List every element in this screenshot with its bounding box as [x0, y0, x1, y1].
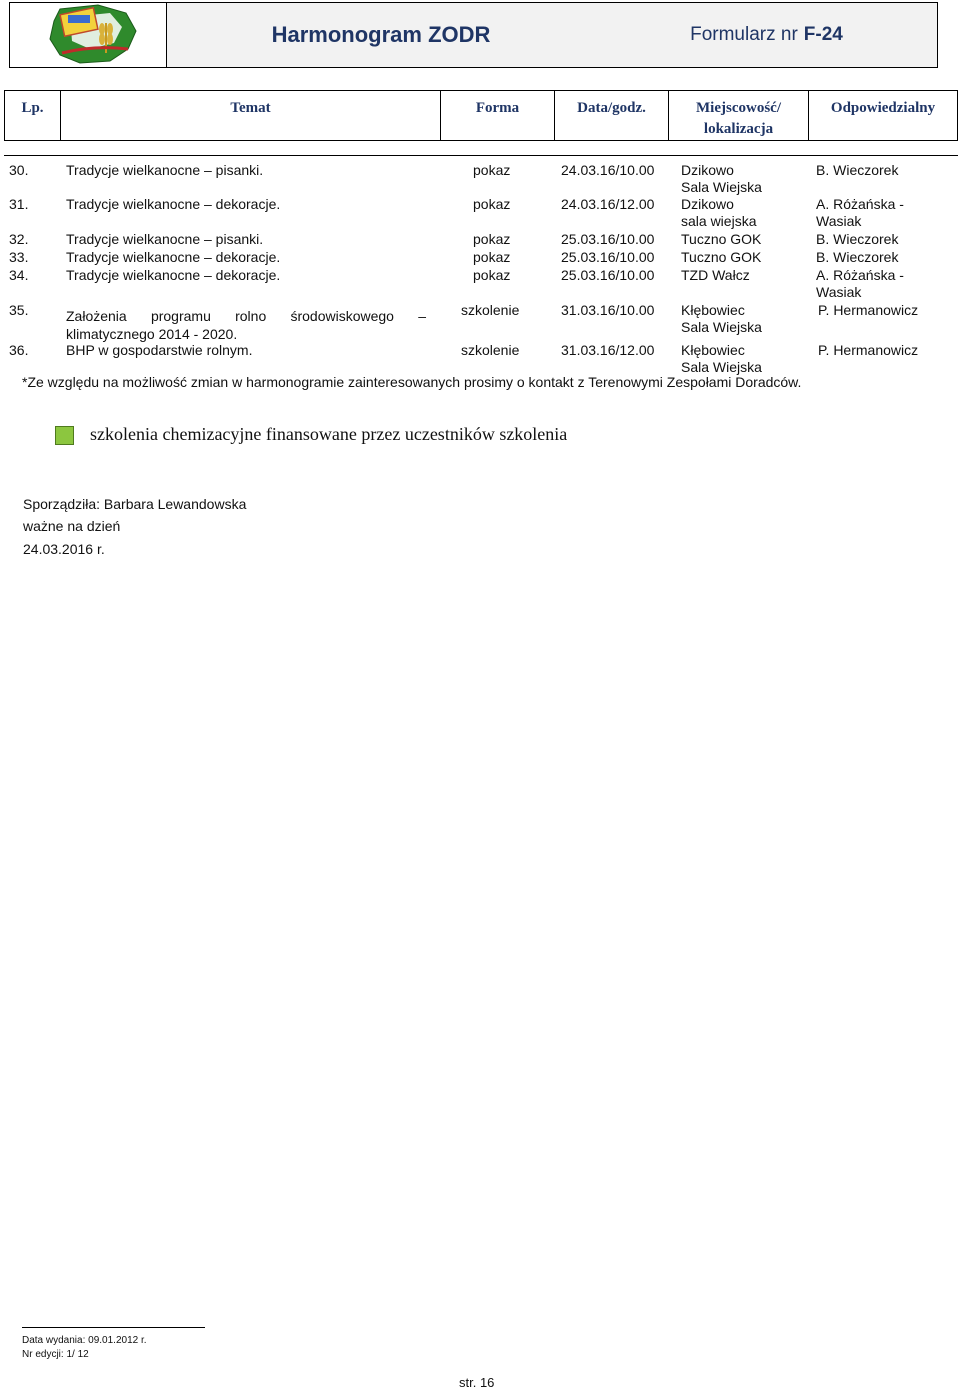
row-lp: 32. [9, 231, 29, 247]
row-odpowiedzialny: A. Różańska - [816, 196, 904, 212]
legend-label: szkolenia chemizacyjne finansowane przez uczestników szkolenia [90, 424, 568, 444]
zodr-logo [10, 3, 167, 67]
document-header [9, 2, 938, 68]
row-forma: pokaz [473, 249, 511, 265]
column-header-odpowiedzialny: Odpowiedzialny [830, 100, 936, 116]
row-data: 25.03.16/10.00 [561, 249, 655, 265]
row-miejsce: Tuczno GOK [681, 231, 762, 247]
row-miejsce-detail: Sala Wiejska [681, 179, 762, 195]
row-odpowiedzialny: A. Różańska - [816, 267, 904, 283]
row-data: 24.03.16/10.00 [561, 162, 655, 178]
form-label: Formularz nr [690, 24, 798, 45]
row-lp: 33. [9, 249, 29, 265]
row-temat: BHP w gospodarstwie rolnym. [66, 342, 253, 358]
column-header-forma: Forma [441, 91, 555, 140]
row-miejsce: Kłębowiec [681, 342, 745, 358]
row-lp: 36. [9, 342, 29, 358]
row-miejsce: Kłębowiec [681, 302, 745, 318]
row-forma: pokaz [473, 231, 511, 247]
document-title: Harmonogram ZODR [271, 22, 491, 47]
column-header-lp: Lp. [5, 91, 61, 140]
row-odpowiedzialny: B. Wieczorek [816, 231, 899, 247]
row-forma: pokaz [473, 267, 511, 283]
row-lp: 34. [9, 267, 29, 283]
row-lp: 35. [9, 302, 29, 318]
row-miejsce-detail: sala wiejska [681, 213, 757, 229]
issue-date: Data wydania: 09.01.2012 r. [22, 1335, 147, 1346]
row-odpowiedzialny: B. Wieczorek [816, 162, 899, 178]
page-number: str. 16 [459, 1375, 495, 1390]
row-miejsce: Tuczno GOK [681, 249, 762, 265]
row-miejsce-detail: Sala Wiejska [681, 319, 762, 335]
row-temat-cont: klimatycznego 2014 - 2020. [66, 326, 238, 342]
column-header-data: Data/godz. [555, 91, 669, 140]
row-odpowiedzialny-cont: Wasiak [816, 284, 862, 300]
row-data: 25.03.16/10.00 [561, 267, 655, 283]
table-header [4, 90, 958, 141]
row-lp: 30. [9, 162, 29, 178]
row-forma: pokaz [473, 196, 511, 212]
column-header-temat: Temat [61, 91, 441, 140]
form-number [596, 3, 937, 67]
row-lp: 31. [9, 196, 29, 212]
row-temat: Tradycje wielkanocne – pisanki. [66, 162, 264, 178]
row-forma: pokaz [473, 162, 511, 178]
footnote: *Ze względu na możliwość zmian w harmonogramie zainteresowanych prosimy o kontakt z Terenowymi Zespołami Doradców. [22, 374, 802, 390]
poland-map-logo-icon [10, 3, 166, 67]
row-odpowiedzialny: B. Wieczorek [816, 249, 899, 265]
row-temat: Tradycje wielkanocne – pisanki. [66, 231, 264, 247]
row-temat: Założenia programu rolno środowiskowego – [66, 308, 426, 324]
row-data: 24.03.16/12.00 [561, 196, 655, 212]
row-miejsce: Dzikowo [681, 196, 734, 212]
legend-swatch [55, 426, 74, 445]
row-odpowiedzialny: P. Hermanowicz [818, 302, 919, 318]
row-miejsce: Dzikowo [681, 162, 734, 178]
footer-divider [22, 1327, 205, 1328]
row-miejsce: TZD Wałcz [681, 267, 750, 283]
valid-date: 24.03.2016 r. [23, 541, 105, 557]
row-temat: Tradycje wielkanocne – dekoracje. [66, 267, 281, 283]
row-data: 25.03.16/10.00 [561, 231, 655, 247]
column-header-miejscowosc: Miejscowość/ lokalizacja [669, 91, 809, 140]
row-temat: Tradycje wielkanocne – dekoracje. [66, 249, 281, 265]
row-odpowiedzialny-cont: Wasiak [816, 213, 862, 229]
row-data: 31.03.16/10.00 [561, 302, 655, 318]
row-miejsce-detail: Sala Wiejska [681, 359, 762, 375]
prepared-by: Sporządziła: Barbara Lewandowska [23, 496, 247, 512]
valid-label: ważne na dzień [23, 518, 121, 534]
row-forma: szkolenie [461, 342, 520, 358]
row-data: 31.03.16/12.00 [561, 342, 655, 358]
row-forma: szkolenie [461, 302, 520, 318]
edition-number: Nr edycji: 1/ 12 [22, 1349, 89, 1360]
row-temat: Tradycje wielkanocne – dekoracje. [66, 196, 281, 212]
table-divider [4, 155, 958, 156]
row-odpowiedzialny: P. Hermanowicz [818, 342, 919, 358]
form-id: F-24 [803, 24, 843, 45]
